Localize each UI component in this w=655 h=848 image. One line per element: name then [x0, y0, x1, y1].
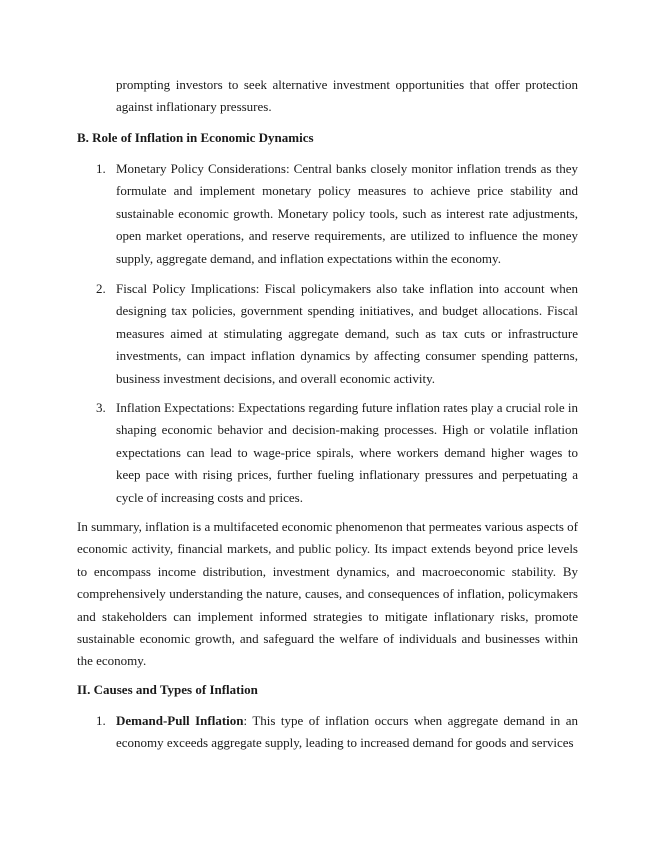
continuation-paragraph: prompting investors to seek alternative investment opportunities that offer protection against inflationary pressures.	[116, 77, 578, 115]
list-item-bold-label: Demand-Pull Inflation	[116, 713, 244, 728]
section-ii-heading: II. Causes and Types of Inflation	[77, 682, 258, 697]
list-item-number: 3.	[96, 400, 106, 415]
list-item	[77, 397, 578, 509]
summary-paragraph: In summary, inflation is a multifaceted economic phenomenon that permeates various aspects of economic activity, financial markets, and public policy. Its impact extends beyond price levels to encompass income distribution, investment dynamics, and macroeconomic stability. By comprehensively understanding the nature, causes, and consequences of inflation, policymakers and stakeholders can implement informed strategies to mitigate inflationary risks, promote sustainable economic growth, and safeguard the welfare of individuals and businesses within the economy.	[77, 519, 578, 669]
list-item-rest: : This type of inflation occurs when aggregate demand in an economy exceeds aggregate supply, leading to increased demand for goods and services	[116, 713, 578, 751]
list-item-text	[116, 710, 578, 755]
section-b-heading: B. Role of Inflation in Economic Dynamics	[77, 130, 314, 145]
list-item-number: 1.	[96, 713, 106, 728]
list-item	[77, 158, 578, 270]
list-item-number: 2.	[96, 281, 106, 296]
list-item-text: Inflation Expectations: Expectations regarding future inflation rates play a crucial role in shaping economic behavior and decision-making processes. High or volatile inflation expectations can lead to wage-price spirals, where workers demand higher wages to keep pace with rising prices, further fueling inflationary pressures and perpetuating a cycle of increasing costs and prices.	[116, 400, 578, 505]
list-item	[77, 710, 578, 755]
list-item-text: Monetary Policy Considerations: Central banks closely monitor inflation trends as they formulate and implement monetary policy measures to achieve price stability and sustainable economic growth. Monetary policy tools, such as interest rate adjustments, open market operations, and reserve requirements, are utilized to influence the money supply, aggregate demand, and inflation expectations within the economy.	[116, 161, 578, 266]
list-item	[77, 278, 578, 390]
list-item-number: 1.	[96, 161, 106, 176]
list-item-text: Fiscal Policy Implications: Fiscal policymakers also take inflation into account when designing tax policies, government spending initiatives, and budget allocations. Fiscal measures aimed at stimulating aggregate demand, such as tax cuts or infrastructure investments, can impact inflation dynamics by affecting consumer spending patterns, business investment decisions, and overall economic activity.	[116, 281, 578, 386]
